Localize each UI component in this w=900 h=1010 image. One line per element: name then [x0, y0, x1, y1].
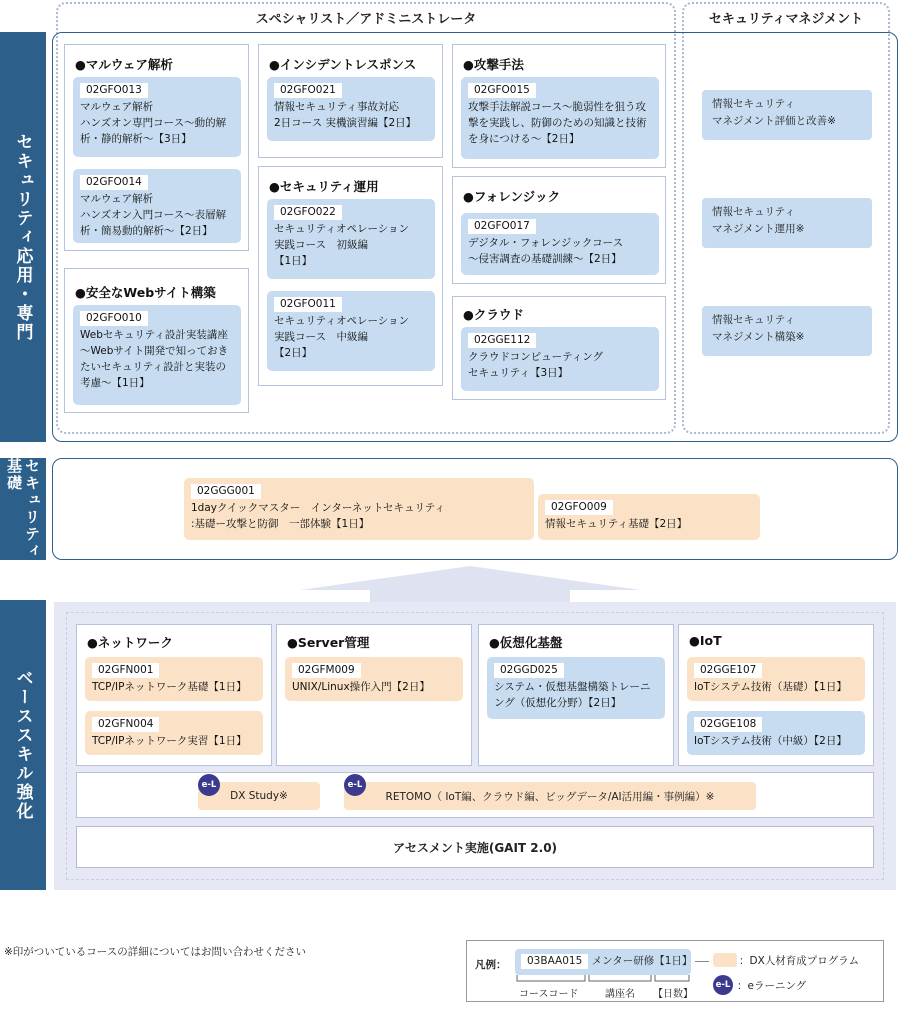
course-name: TCP/IPネットワーク基礎【1日】	[92, 681, 247, 693]
course-card[interactable]	[267, 77, 435, 141]
course-card[interactable]	[85, 711, 263, 755]
course-card[interactable]	[487, 657, 665, 719]
course-name: セキュリティオペレーション 実践コース 初級編 【1日】	[274, 223, 410, 267]
footnote: ※印がついているコースの詳細についてはお問い合わせください	[4, 946, 307, 958]
course-name: マルウェア解析 ハンズオン専門コース～動的解析・静的解析～【3日】	[80, 101, 227, 145]
course-name: 1dayクイックマスター インターネットセキュリティ :基礎ー攻撃と防御 一部体験【1日】	[191, 502, 445, 530]
course-card[interactable]	[267, 199, 435, 279]
course-card[interactable]	[85, 657, 263, 701]
course-code: 02GFM009	[292, 663, 361, 678]
legend-name-caption: 講座名	[605, 989, 635, 1000]
arrow-up-icon	[300, 562, 640, 604]
category-title: ●仮想化基盤	[489, 635, 563, 650]
legend-line	[695, 961, 709, 962]
legend	[466, 940, 884, 1002]
course-code: 02GGE107	[694, 663, 762, 678]
course-code: 02GFO009	[545, 500, 613, 515]
retomo-course[interactable]: RETOMO（ IoT編、クラウド編、ビッグデータ/AI活用編・事例編）※	[344, 782, 756, 810]
category-malware	[64, 44, 249, 251]
legend-dx-caption: ：DX人材育成プログラム	[739, 955, 860, 967]
legend-el-caption: ：eラーニング	[737, 980, 807, 992]
side-label-base: ベーススキル強化	[0, 600, 46, 890]
course-code: 02GGE112	[468, 333, 536, 348]
course-code: 02GFO017	[468, 219, 536, 234]
course-name: マルウェア解析 ハンズオン入門コース～表層解析・簡易動的解析～【2日】	[80, 193, 227, 237]
elearning-badge: e-L	[344, 774, 366, 796]
legend-brackets	[515, 975, 691, 985]
category-title: ●ネットワーク	[87, 635, 173, 650]
category-attack	[452, 44, 666, 168]
course-card[interactable]	[267, 291, 435, 371]
category-operation	[258, 166, 443, 386]
assessment-bar[interactable]: アセスメント実施(GAIT 2.0)	[76, 826, 874, 868]
course-code: 02GGG001	[191, 484, 261, 499]
course-code: 02GFN001	[92, 663, 159, 678]
management-header: セキュリティマネジメント	[708, 12, 864, 27]
legend-sample-code: 03BAA015	[521, 954, 588, 969]
category-title: ●フォレンジック	[463, 189, 561, 204]
category-network	[76, 624, 272, 766]
course-name: IoTシステム技術（基礎）【1日】	[694, 681, 847, 693]
legend-code-caption: コースコード	[519, 989, 579, 1000]
course-code: 02GFO015	[468, 83, 536, 98]
course-card[interactable]	[73, 169, 241, 243]
specialist-header: スペシャリスト／アドミニストレータ	[255, 12, 477, 27]
management-course[interactable]: 情報セキュリティ マネジメント構築※	[702, 306, 872, 356]
category-title: ●マルウェア解析	[75, 57, 173, 72]
category-title: ●安全なWebサイト構築	[75, 285, 216, 300]
course-name: UNIX/Linux操作入門【2日】	[292, 681, 430, 693]
course-name: クラウドコンピューティング セキュリティ【3日】	[468, 351, 604, 379]
course-code: 02GFO021	[274, 83, 342, 98]
course-name: セキュリティオペレーション 実践コース 中級編 【2日】	[274, 315, 410, 359]
elearning-badge: e-L	[198, 774, 220, 796]
category-website	[64, 268, 249, 413]
course-code: 02GGD025	[494, 663, 564, 678]
legend-label: 凡例：	[475, 959, 507, 971]
management-course[interactable]: 情報セキュリティ マネジメント評価と改善※	[702, 90, 872, 140]
dx-study-course[interactable]: DX Study※	[198, 782, 320, 810]
legend-days-caption: 【日数】	[653, 989, 693, 1000]
category-iot	[678, 624, 874, 766]
course-name: デジタル・フォレンジックコース ～侵害調査の基礎訓練～【2日】	[468, 237, 624, 265]
course-card[interactable]	[687, 657, 865, 701]
course-card[interactable]	[285, 657, 463, 701]
legend-elearning-badge: e-L	[713, 975, 733, 995]
course-name: TCP/IPネットワーク実習【1日】	[92, 735, 247, 747]
legend-sample-course	[515, 949, 691, 975]
category-title: ●IoT	[689, 633, 722, 648]
management-course[interactable]: 情報セキュリティ マネジメント運用※	[702, 198, 872, 248]
course-card[interactable]	[461, 77, 659, 159]
category-title: ●クラウド	[463, 307, 524, 322]
course-name: システム・仮想基盤構築トレーニング（仮想化分野）【2日】	[494, 681, 651, 709]
side-label-basic: セキュリティ基礎	[0, 458, 46, 560]
course-code: 02GFO010	[80, 311, 148, 326]
category-incident	[258, 44, 443, 158]
course-name: 攻撃手法解説コース～脆弱性を狙う攻撃を実践し、防御のための知識と技術を身につける～【2日】	[468, 101, 647, 145]
category-forensic	[452, 176, 666, 284]
course-name: 情報セキュリティ基礎【2日】	[545, 518, 688, 530]
course-name: IoTシステム技術（中級）【2日】	[694, 735, 847, 747]
category-title: ●Server管理	[287, 635, 370, 650]
course-code: 02GFO014	[80, 175, 148, 190]
course-card[interactable]	[73, 305, 241, 405]
course-code: 02GFN004	[92, 717, 159, 732]
category-title: ●攻撃手法	[463, 57, 524, 72]
course-code: 02GFO022	[274, 205, 342, 220]
course-card[interactable]	[461, 327, 659, 391]
category-title: ●セキュリティ運用	[269, 179, 379, 194]
side-label-applied: セキュリティ応用・専門	[0, 32, 46, 442]
course-code: 02GFO013	[80, 83, 148, 98]
legend-dx-swatch	[713, 953, 737, 967]
course-name: Webセキュリティ設計実装講座～Webサイト開発で知っておきたいセキュリティ設計と実装の考慮～【1日】	[80, 329, 229, 389]
course-code: 02GGE108	[694, 717, 762, 732]
category-server	[276, 624, 472, 766]
category-virtual	[478, 624, 674, 766]
legend-sample-name: メンター研修【1日】	[591, 955, 693, 967]
course-code: 02GFO011	[274, 297, 342, 312]
category-cloud	[452, 296, 666, 400]
course-card[interactable]	[73, 77, 241, 157]
course-card[interactable]	[184, 478, 534, 540]
course-card[interactable]	[461, 213, 659, 275]
course-card[interactable]	[538, 494, 760, 540]
course-card[interactable]	[687, 711, 865, 755]
category-title: ●インシデントレスポンス	[269, 57, 417, 72]
course-name: 情報セキュリティ事故対応 2日コース 実機演習編【2日】	[274, 101, 417, 129]
